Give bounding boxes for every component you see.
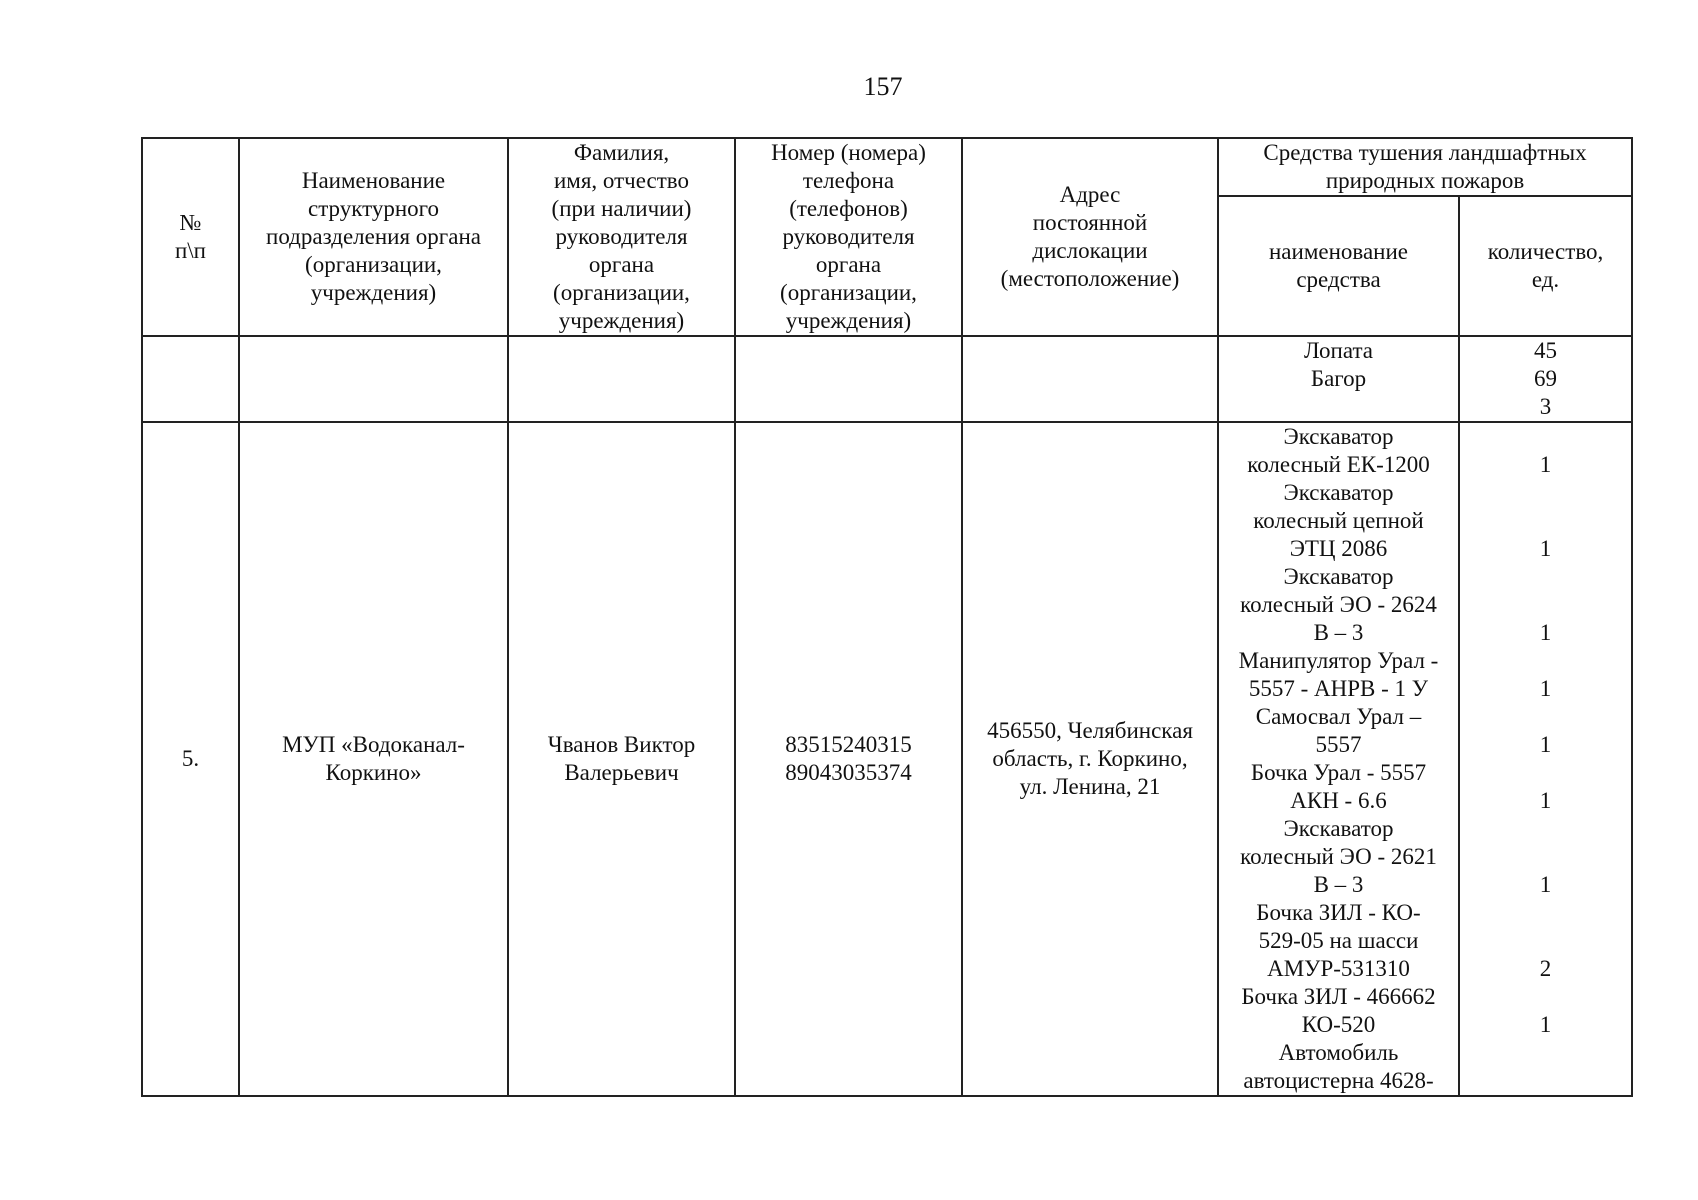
continuation-row [142,336,1632,422]
header-means-group [1218,138,1632,196]
header-means-name-line: наименование [1269,239,1408,264]
header-division-line: подразделения органа [266,224,481,249]
qty-line: 2 [1539,956,1552,981]
header-address-line: (местоположение) [1000,266,1180,291]
row-address-line: область, г. Коркино, [992,746,1188,771]
equipment-line: Экскаватор [1283,564,1394,589]
header-division-line: учреждения) [310,280,437,305]
cont-phone-cell [735,336,962,422]
header-phone-line: (телефонов) [789,196,908,221]
cont-qty-cell [1459,336,1632,422]
qty-line: 1 [1539,452,1552,477]
row-phone-line: 89043035374 [785,760,912,785]
equipment-line: 529-05 на шасси [1258,928,1419,953]
cont-num-cell [142,336,239,422]
header-head-name-line: имя, отчество [553,168,689,193]
qty-line [1464,1067,1627,1095]
row-division-line: Коркино» [325,760,422,785]
cont-division-cell [239,336,508,422]
qty-line: 1 [1539,732,1552,757]
equipment-line: АКН - 6.6 [1290,788,1387,813]
header-head-name-line: Фамилия, [573,140,670,165]
row-address [962,422,1218,1096]
header-num-line: п\п [174,238,206,263]
qty-line [1464,647,1627,675]
header-means-qty-line: ед. [1531,267,1560,292]
header-address-line: постоянной [1032,210,1148,235]
equipment-line: 5557 - АНРВ - 1 У [1248,676,1429,701]
header-head-name-line: (при наличии) [551,196,692,221]
header-phone-line: учреждения) [785,308,912,333]
header-phone [735,138,962,336]
equipment-line: В – 3 [1313,620,1364,645]
header-division-line: структурного [307,196,440,221]
equipment-line: колесный ЕК-1200 [1247,452,1430,477]
qty-line [1464,843,1627,871]
qty-line: 1 [1539,536,1552,561]
qty-line: 1 [1539,1012,1552,1037]
cont-equipment-cell [1218,336,1459,422]
cont-head-cell [508,336,735,422]
equipment-table [141,137,1633,1097]
header-means-qty [1459,196,1632,336]
row-num: 5. [142,422,239,1096]
header-num-line: № [179,210,202,235]
qty-line [1464,759,1627,787]
row-division [239,422,508,1096]
equipment-line: Бочка ЗИЛ - КО- [1256,900,1421,925]
header-phone-line: руководителя [782,224,915,249]
header-address [962,138,1218,336]
equipment-line: Экскаватор [1283,424,1394,449]
header-phone-line: органа [815,252,882,277]
header-address-line: дислокации [1032,238,1148,263]
qty-line [1464,703,1627,731]
header-phone-line: телефона [802,168,895,193]
header-division [239,138,508,336]
header-means-qty-line: количество, [1487,239,1604,264]
qty-line: 1 [1539,872,1552,897]
row-address-line: 456550, Челябинская [987,718,1193,743]
header-row-top [142,138,1632,196]
cont-address-cell [962,336,1218,422]
qty-line: 1 [1539,788,1552,813]
equipment-line: Бочка Урал - 5557 [1250,760,1427,785]
equipment-line: колесный цепной [1253,508,1424,533]
qty-line [1464,1039,1627,1067]
equipment-line: колесный ЭО - 2621 [1240,844,1437,869]
qty-line [1464,591,1627,619]
equipment-line: Автомобиль [1278,1040,1399,1065]
equipment-line: ЭТЦ 2086 [1289,536,1388,561]
header-division-line: (организации, [305,252,442,277]
qty-line: 45 [1534,338,1557,363]
equipment-line [1223,393,1454,421]
header-phone-line: (организации, [780,280,917,305]
qty-line [1464,423,1627,451]
equipment-line: Самосвал Урал – [1255,704,1422,729]
page-number: 157 [863,72,903,101]
header-address-line: Адрес [1059,182,1121,207]
qty-line [1464,983,1627,1011]
equipment-line: КО-520 [1301,1012,1376,1037]
header-division-line: Наименование [301,168,446,193]
row-division-line: МУП «Водоканал- [282,732,465,757]
equipment-line: колесный ЭО - 2624 [1240,592,1437,617]
equipment-line: Лопата [1304,338,1373,363]
header-head-name-line: учреждения) [558,308,685,333]
row-equipment-cell [1218,422,1459,1096]
qty-line: 69 [1534,366,1557,391]
equipment-line: Багор [1310,366,1367,391]
header-phone-line: Номер (номера) [771,140,926,165]
qty-line [1464,899,1627,927]
qty-line: 3 [1539,394,1552,419]
equipment-line: В – 3 [1313,872,1364,897]
qty-line [1464,927,1627,955]
qty-line [1464,563,1627,591]
header-means-group-line: Средства тушения ландшафтных [1263,140,1587,165]
qty-line [1464,815,1627,843]
row-qty-cell [1459,422,1632,1096]
equipment-line: автоцистерна 4628- [1243,1068,1434,1093]
header-means-name-line: средства [1296,267,1381,292]
row-address-line: ул. Ленина, 21 [1019,774,1161,799]
qty-line [1464,507,1627,535]
row-phone-line: 83515240315 [785,732,912,757]
row-phones [735,422,962,1096]
qty-line: 1 [1539,676,1552,701]
equipment-line: АМУР-531310 [1267,956,1410,981]
header-means-name [1218,196,1459,336]
qty-line: 1 [1539,620,1552,645]
header-head-name-line: органа [588,252,655,277]
equipment-line: 5557 [1315,732,1362,757]
header-means-group-line: природных пожаров [1325,168,1525,193]
equipment-line: Экскаватор [1283,480,1394,505]
row-head-name-line: Валерьевич [564,760,679,785]
equipment-line: Манипулятор Урал - [1238,648,1439,673]
header-num [142,138,239,336]
row-head-name [508,422,735,1096]
equipment-line: Экскаватор [1283,816,1394,841]
equipment-line: Бочка ЗИЛ - 466662 [1241,984,1436,1009]
header-head-name-line: (организации, [553,280,690,305]
header-head-name-line: руководителя [555,224,688,249]
table-row [142,422,1632,1096]
row-head-name-line: Чванов Виктор [547,732,696,757]
header-head-name [508,138,735,336]
qty-line [1464,479,1627,507]
